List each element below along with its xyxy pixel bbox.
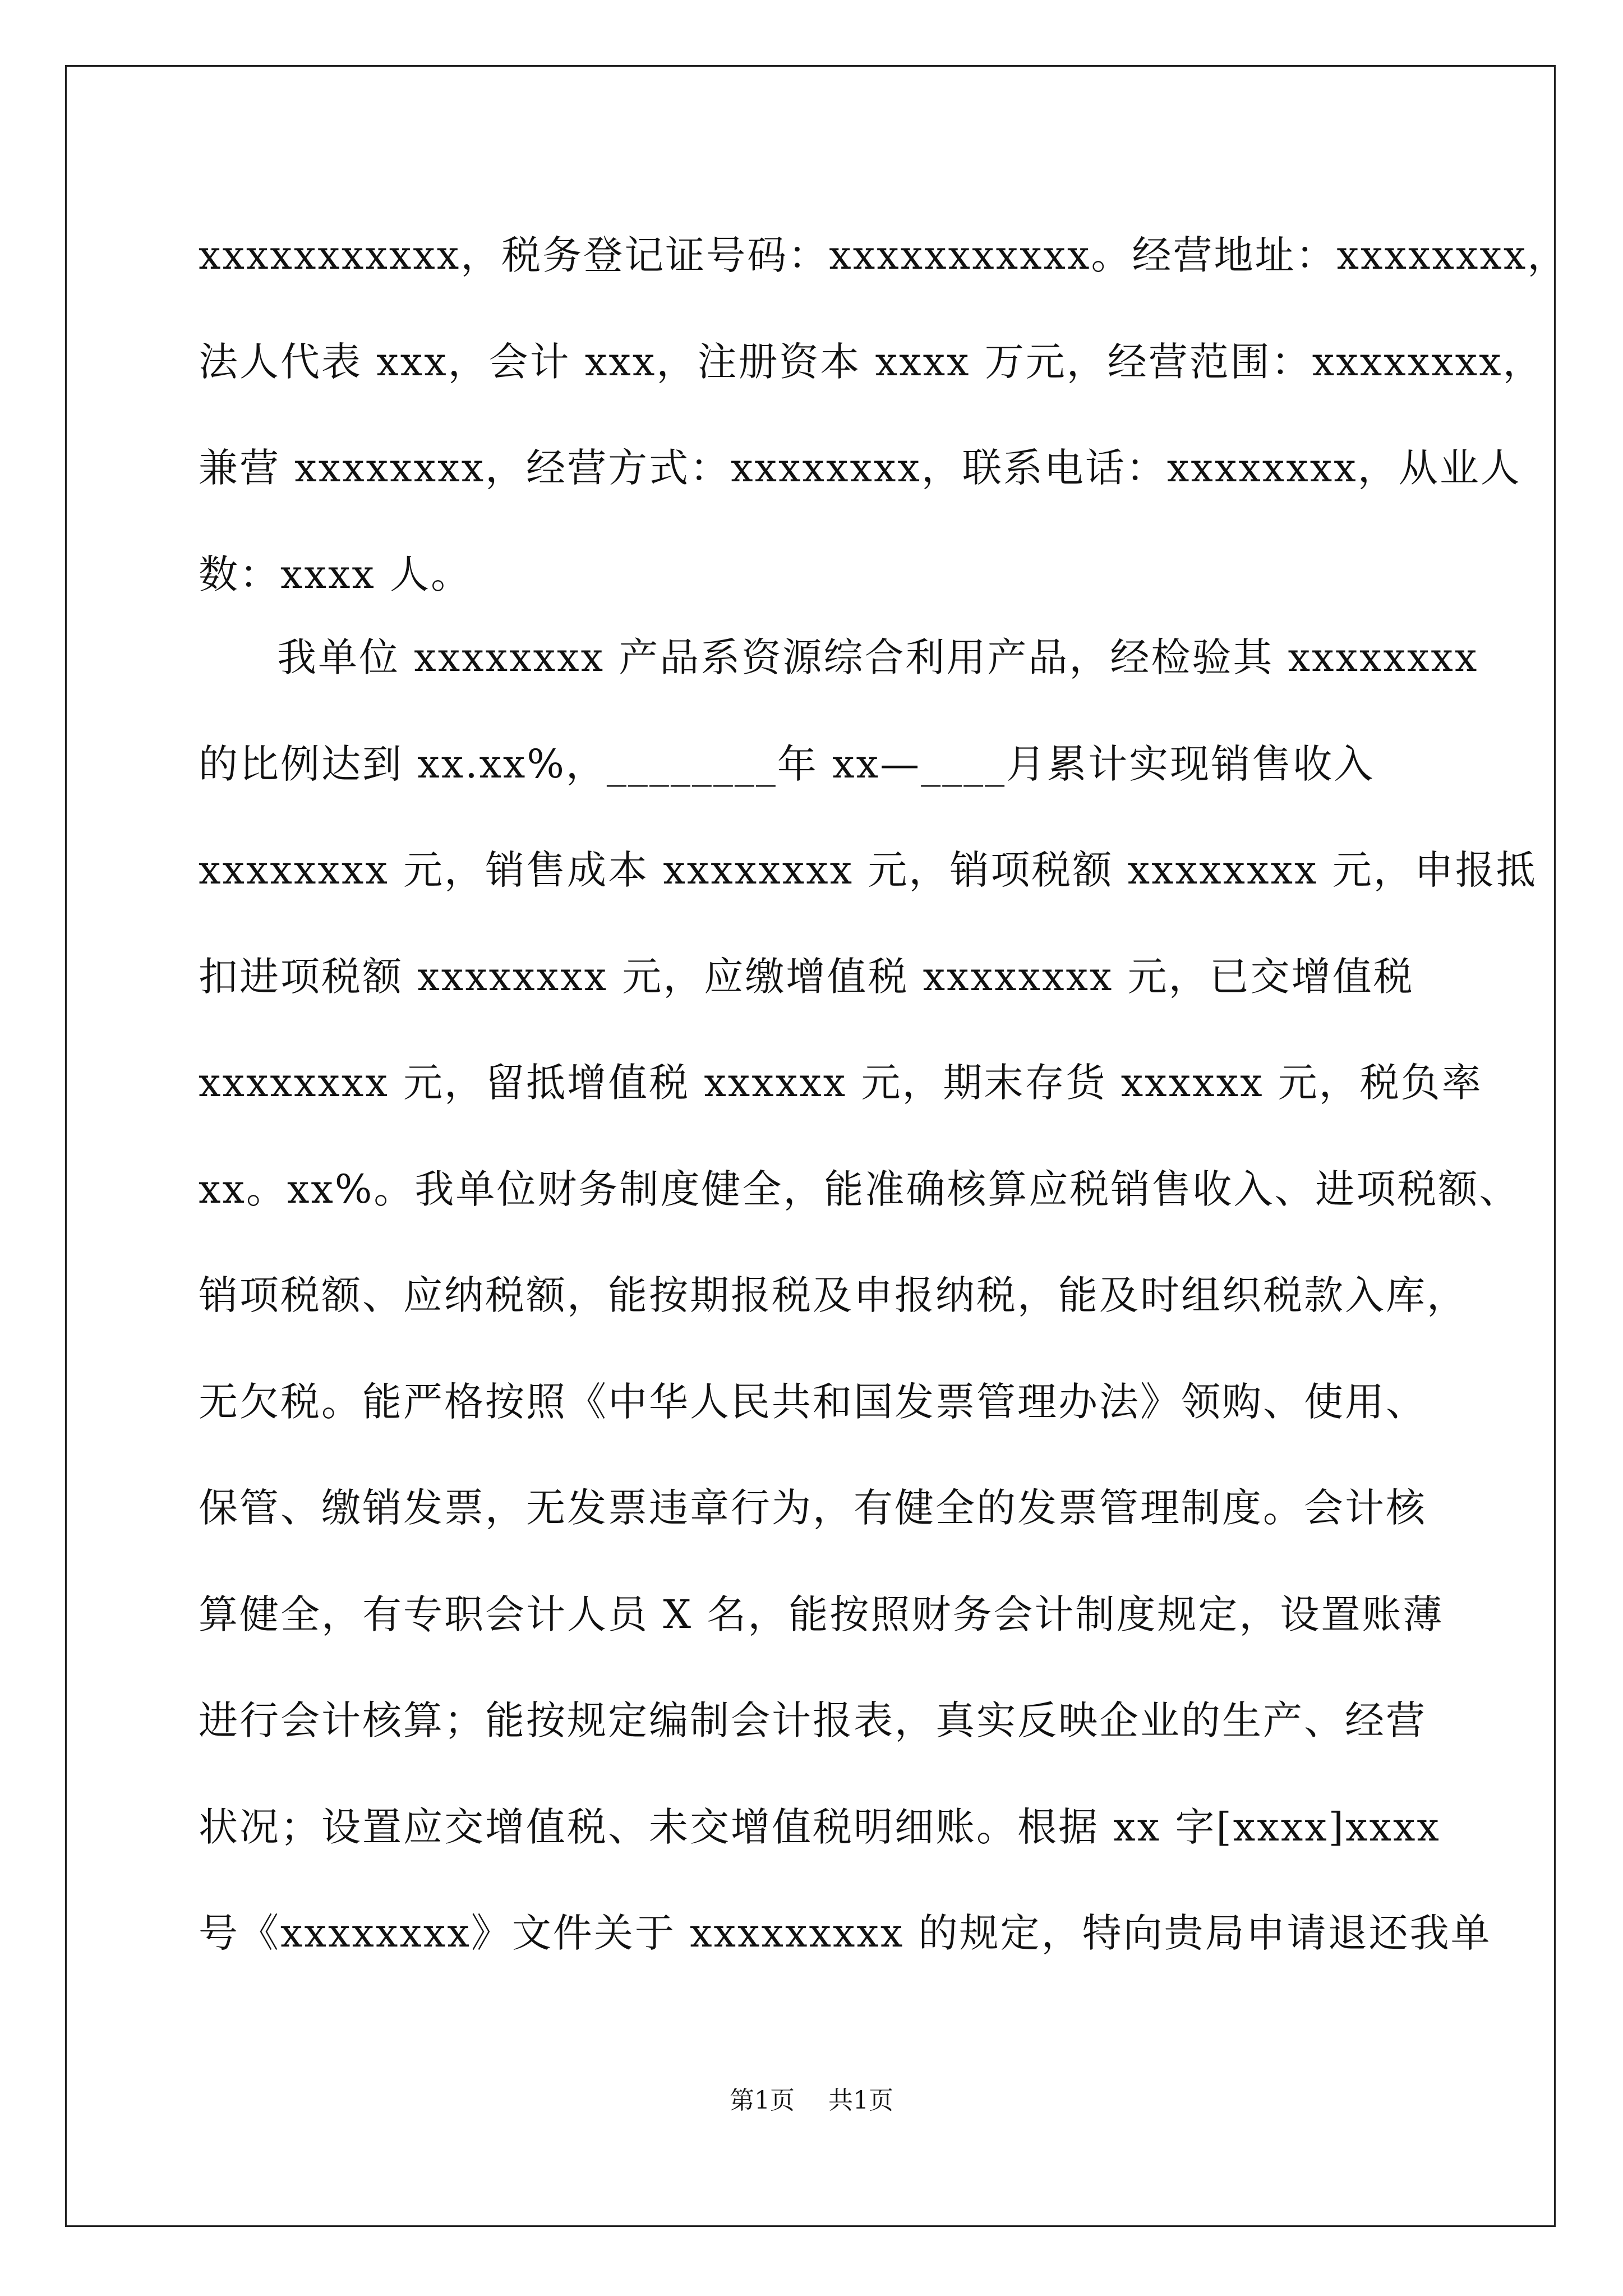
text-line: xxxxxxxx 元，留抵增值税 xxxxxx 元，期末存货 xxxxxx 元，税负率 bbox=[199, 1060, 1483, 1106]
text-line: xx。xx%。我单位财务制度健全，能准确核算应税销售收入、进项税额、 bbox=[199, 1166, 1520, 1212]
text-line: xxxxxxxxxxx，税务登记证号码：xxxxxxxxxxx。经营地址：xxxxxxxx， bbox=[199, 232, 1569, 278]
text-line: 状况；设置应交增值税、未交增值税明细账。根据 xx 字[xxxx]xxxx bbox=[199, 1803, 1441, 1850]
text-line: 无欠税。能严格按照《中华人民共和国发票管理办法》领购、使用、 bbox=[199, 1378, 1427, 1425]
paragraph-tax-refund-application bbox=[199, 605, 1537, 1987]
text-line: 扣进项税额 xxxxxxxx 元，应缴增值税 xxxxxxxx 元，已交增值税 bbox=[199, 953, 1414, 1000]
text-line: 算健全，有专职会计人员 X 名，能按照财务会计制度规定，设置账薄 bbox=[199, 1591, 1444, 1637]
page-number: 第1页 bbox=[730, 2086, 795, 2115]
text-line: 进行会计核算；能按规定编制会计报表，真实反映企业的生产、经营 bbox=[199, 1697, 1427, 1743]
text-line: xxxxxxxx 元，销售成本 xxxxxxxx 元，销项税额 xxxxxxxx 元，申报抵 bbox=[199, 847, 1537, 893]
text-line: 数：xxxx 人。 bbox=[199, 551, 472, 597]
text-line: 号《xxxxxxxx》文件关于 xxxxxxxxx 的规定，特向贵局申请退还我单 bbox=[199, 1910, 1492, 1956]
text-line: 的比例达到 xx.xx%，________年 xx—____月累计实现销售收入 bbox=[199, 740, 1375, 787]
text-line: 销项税额、应纳税额，能按期报税及申报纳税，能及时组织税款入库， bbox=[199, 1272, 1468, 1318]
paragraph-company-info bbox=[199, 203, 1569, 628]
page-total: 共1页 bbox=[828, 2086, 893, 2115]
text-line: 兼营 xxxxxxxx，经营方式：xxxxxxxx，联系电话：xxxxxxxx，从业人 bbox=[199, 445, 1521, 491]
text-line: 法人代表 xxx，会计 xxx，注册资本 xxxx 万元，经营范围：xxxxxxxx， bbox=[199, 338, 1544, 385]
text-line: 我单位 xxxxxxxx 产品系资源综合利用产品，经检验其 xxxxxxxx bbox=[277, 634, 1479, 680]
page-footer bbox=[0, 2084, 1623, 2118]
text-line: 保管、缴销发票，无发票违章行为，有健全的发票管理制度。会计核 bbox=[199, 1485, 1427, 1531]
